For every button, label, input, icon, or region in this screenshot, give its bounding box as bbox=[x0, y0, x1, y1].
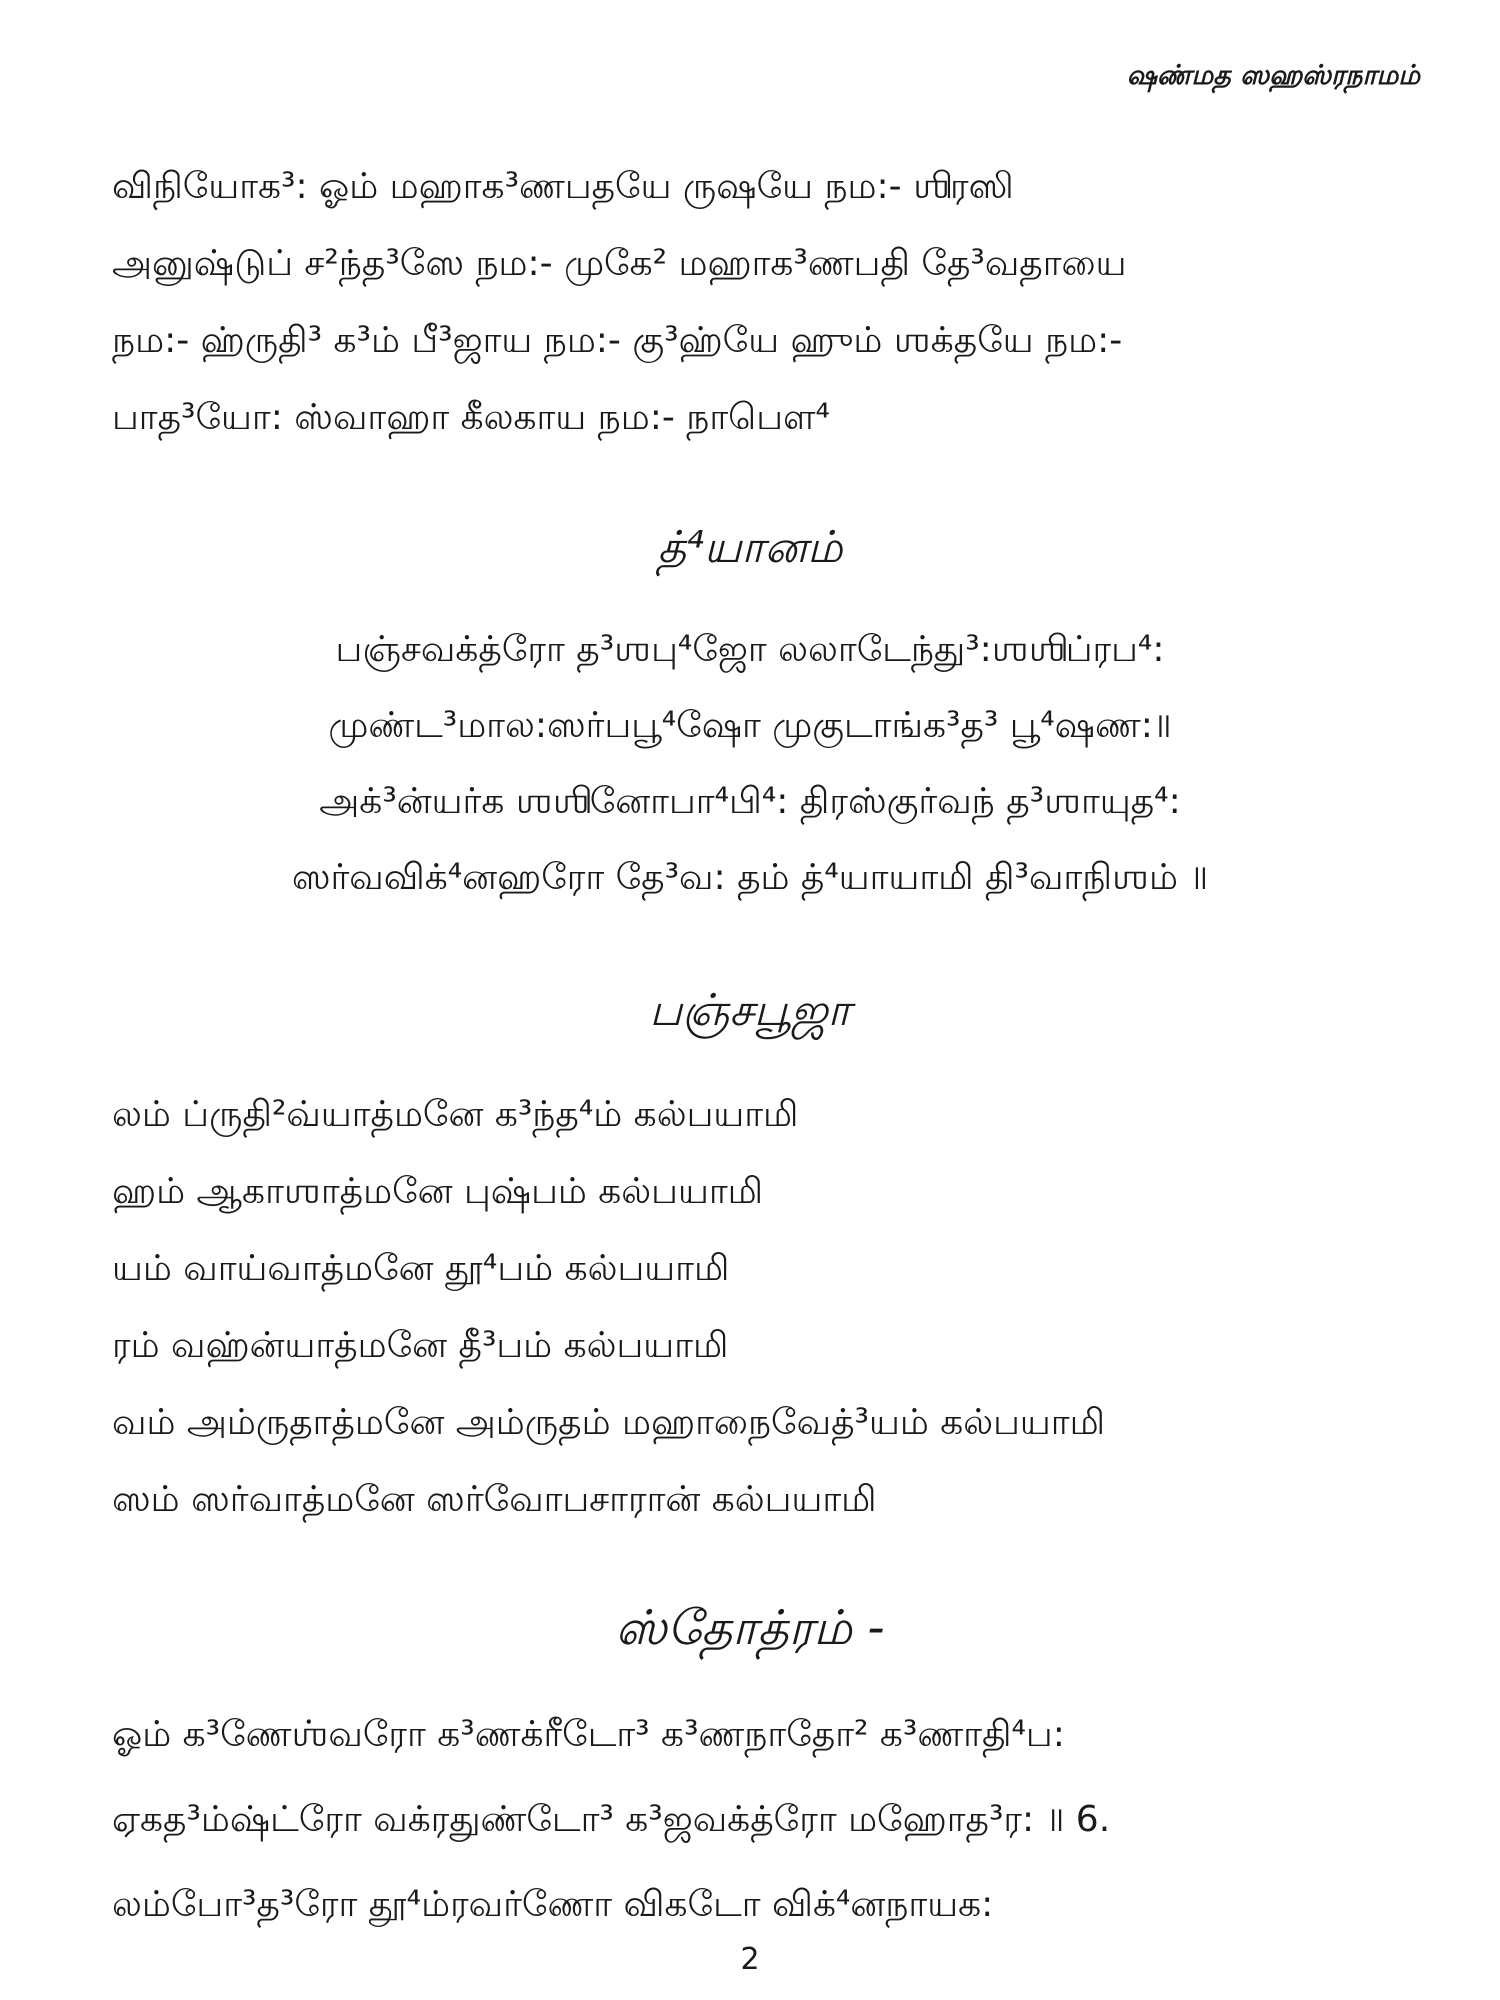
stotra-verses bbox=[112, 1692, 1110, 1947]
panchapuja-heading: பஞ்சபூஜா bbox=[649, 985, 851, 1036]
running-header: ஷண்மத ஸஹஸ்ரநாமம் bbox=[1126, 60, 1420, 91]
panchapuja-line-1: லம் ப்ருதி²வ்யாத்மனே க³ந்த⁴ம் கல்பயாமி bbox=[112, 1094, 799, 1135]
viniyoga-paragraph bbox=[112, 148, 1382, 456]
viniyoga-line-2: அனுஷ்டுப் ச²ந்த³ஸே நம:- முகே² மஹாக³ணபதி தே³வதாயை bbox=[112, 243, 1127, 284]
panchapuja-line-3: யம் வாய்வாத்மனே தூ⁴பம் கல்பயாமி bbox=[112, 1248, 730, 1289]
page-number: 2 bbox=[740, 1942, 760, 1977]
panchapuja-line-4: ரம் வஹ்ன்யாத்மனே தீ³பம் கல்பயாமி bbox=[112, 1325, 729, 1366]
dhyana-line-4: ஸர்வவிக்⁴னஹரோ தே³வ: தம் த்⁴யாயாமி தி³வாநிஶம் ॥ bbox=[291, 857, 1209, 898]
panchapuja-list bbox=[112, 1076, 1105, 1538]
stotra-line-2: ஏகத³ம்ஷ்ட்ரோ வக்ரதுண்டோ³ க³ஜவக்த்ரோ மஹோத³ர: ॥ 6. bbox=[112, 1799, 1111, 1840]
stotra-line-3: லம்போ³த³ரோ தூ⁴ம்ரவர்ணோ விகடோ விக்⁴னநாயக: bbox=[112, 1884, 994, 1925]
dhyana-line-1: பஞ்சவக்த்ரோ த³ஶபு⁴ஜோ லலாடேந்து³:ஶஶிப்ரப⁴: bbox=[335, 629, 1165, 670]
dhyana-line-3: அக்³ன்யர்க ஶஶினோபா⁴பி⁴: திரஸ்குர்வந் த³ஶாயுத⁴: bbox=[319, 781, 1181, 822]
dhyana-heading: த்⁴யானம் bbox=[657, 522, 843, 573]
panchapuja-line-2: ஹம் ஆகாஶாத்மனே புஷ்பம் கல்பயாமி bbox=[112, 1171, 764, 1212]
dhyana-verse bbox=[0, 612, 1500, 916]
panchapuja-line-6: ஸம் ஸர்வாத்மனே ஸர்வோபசாரான் கல்பயாமி bbox=[112, 1479, 877, 1520]
viniyoga-line-4: பாத³யோ: ஸ்வாஹா கீலகாய நம:- நாபௌ⁴ bbox=[112, 397, 830, 438]
dhyana-line-2: முண்ட³மால:ஸர்பபூ⁴ஷோ முகுடாங்க³த³ பூ⁴ஷண:॥ bbox=[328, 705, 1172, 746]
viniyoga-line-3: நம:- ஹ்ருதி³ க³ம் பீ³ஜாய நம:- கு³ஹ்யே ஹும் ஶக்தயே நம:- bbox=[112, 320, 1123, 361]
panchapuja-line-5: வம் அம்ருதாத்மனே அம்ருதம் மஹாநைவேத்³யம் கல்பயாமி bbox=[112, 1402, 1106, 1443]
stotra-heading: ஸ்தோத்ரம் - bbox=[615, 1600, 885, 1656]
stotra-line-1: ஓம் க³ணேஶ்வரோ க³ணக்ரீடோ³ க³ணநாதோ² க³ணாதி⁴ப: bbox=[112, 1714, 1065, 1755]
viniyoga-line-1: விநியோக³: ஓம் மஹாக³ணபதயே ருஷயே நம:- ஶிரஸி bbox=[112, 166, 1014, 207]
